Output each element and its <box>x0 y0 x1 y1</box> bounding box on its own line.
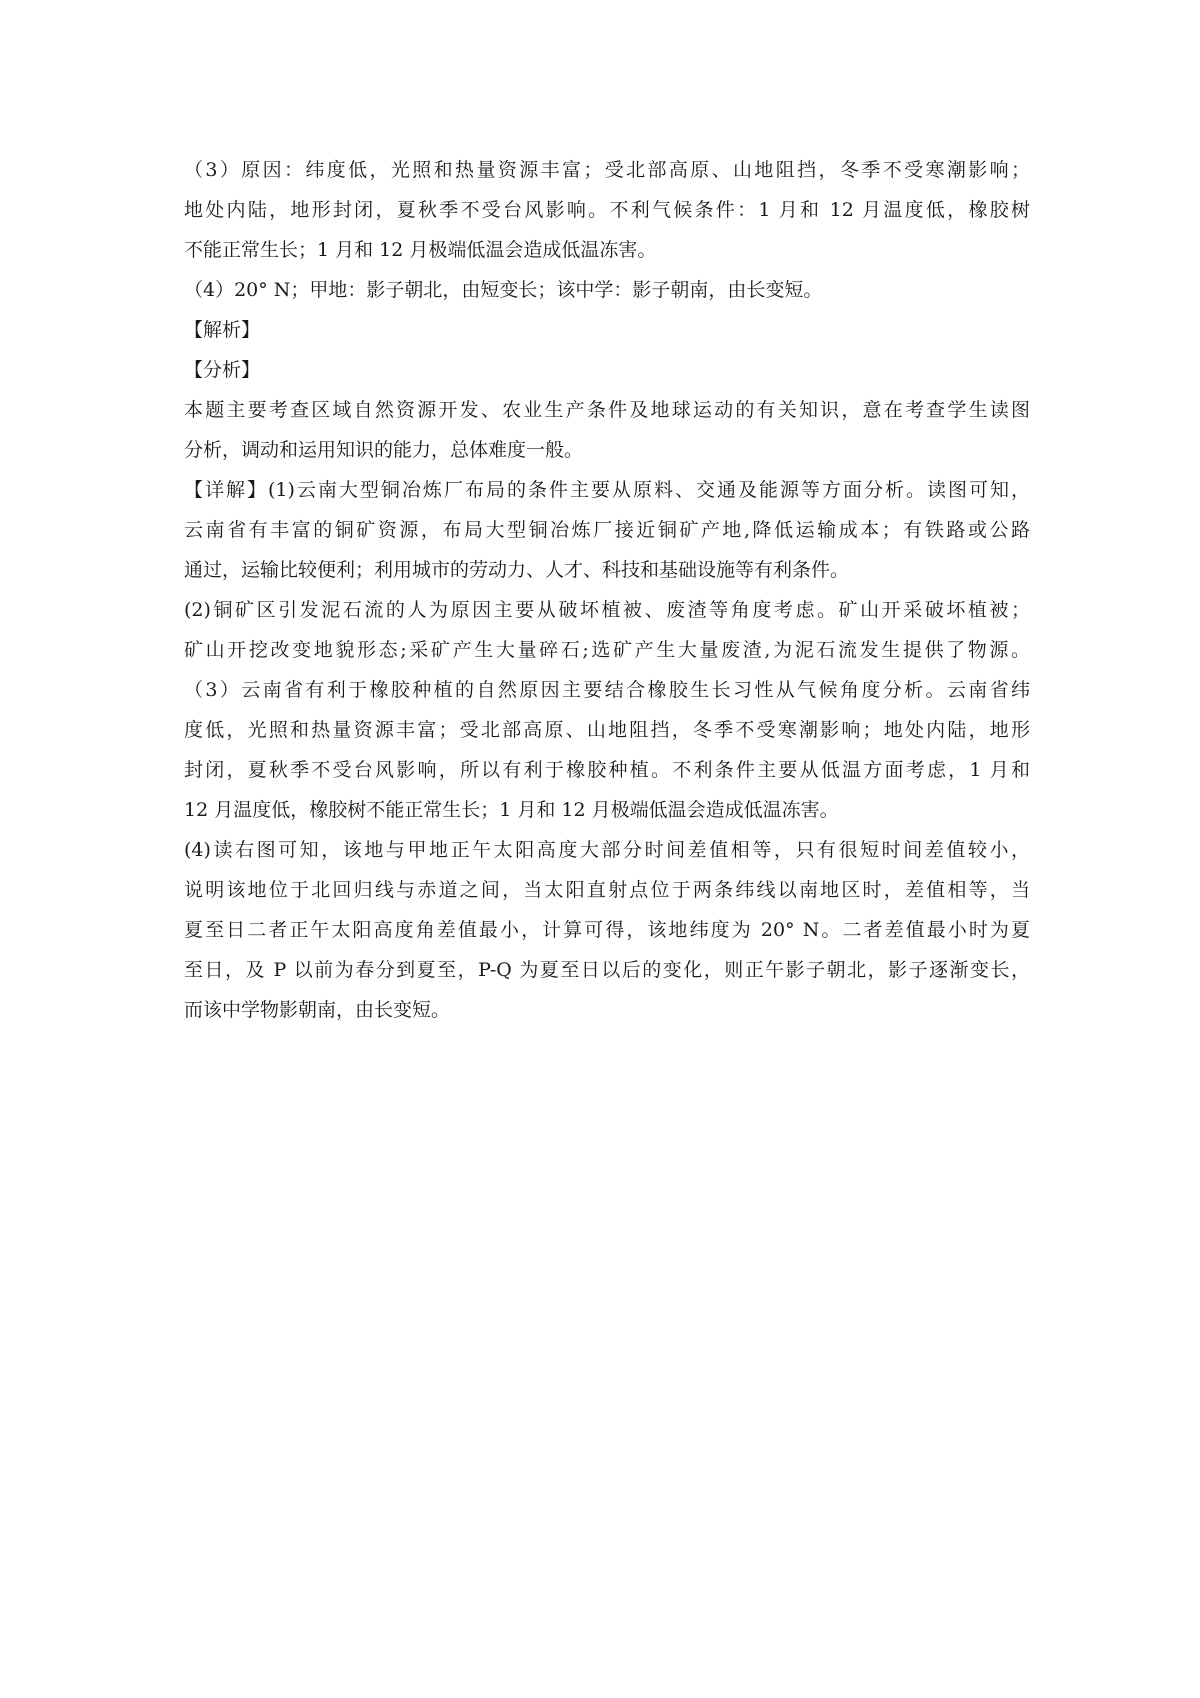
answer-part3-line-1: （3）原因：纬度低，光照和热量资源丰富；受北部高原、山地阻挡，冬季不受寒潮影响； <box>184 159 1030 181</box>
detail-part4-line-4: 至日，及 P 以前为春分到夏至，P-Q 为夏至日以后的变化，则正午影子朝北，影子逐渐变长， <box>184 959 1030 981</box>
detail-part3-line-3: 封闭，夏秋季不受台风影响，所以有利于橡胶种植。不利条件主要从低温方面考虑，1 月和 <box>184 759 1030 781</box>
summary-line-2: 分析，调动和运用知识的能力，总体难度一般。 <box>184 439 584 461</box>
detail-part4-line-1: (4)读右图可知，该地与甲地正午太阳高度大部分时间差值相等，只有很短时间差值较小， <box>184 839 1030 861</box>
detail-part1-line-3: 通过，运输比较便利；利用城市的劳动力、人才、科技和基础设施等有利条件。 <box>184 559 850 581</box>
document-body <box>184 150 1030 1030</box>
detail-part1-line-1: 【详解】(1)云南大型铜冶炼厂布局的条件主要从原料、交通及能源等方面分析。读图可知， <box>184 479 1030 501</box>
detail-part4-line-5: 而该中学物影朝南，由长变短。 <box>184 999 451 1021</box>
answer-part3-line-2: 地处内陆，地形封闭，夏秋季不受台风影响。不利气候条件：1 月和 12 月温度低，橡胶树 <box>184 199 1030 221</box>
answer-part3-line-3: 不能正常生长；1 月和 12 月极端低温会造成低温冻害。 <box>184 239 657 261</box>
detail-part4-line-2: 说明该地位于北回归线与赤道之间，当太阳直射点位于两条纬线以南地区时，差值相等，当 <box>184 879 1030 901</box>
summary-line-1: 本题主要考查区域自然资源开发、农业生产条件及地球运动的有关知识，意在考查学生读图 <box>184 399 1030 421</box>
jiexi-heading: 【解析】 <box>184 319 261 341</box>
detail-part2-line-1: (2)铜矿区引发泥石流的人为原因主要从破坏植被、废渣等角度考虑。矿山开采破坏植被； <box>184 599 1030 621</box>
detail-part3-line-4: 12 月温度低，橡胶树不能正常生长；1 月和 12 月极端低温会造成低温冻害。 <box>184 799 839 821</box>
detail-part4-line-3: 夏至日二者正午太阳高度角差值最小，计算可得，该地纬度为 20° N。二者差值最小时为夏 <box>184 919 1030 941</box>
answer-part4-line: （4）20° N；甲地：影子朝北，由短变长；该中学：影子朝南，由长变短。 <box>184 279 823 301</box>
detail-part1-line-2: 云南省有丰富的铜矿资源，布局大型铜冶炼厂接近铜矿产地,降低运输成本；有铁路或公路 <box>184 519 1030 541</box>
fenxi-heading: 【分析】 <box>184 359 261 381</box>
detail-part3-line-2: 度低，光照和热量资源丰富；受北部高原、山地阻挡，冬季不受寒潮影响；地处内陆，地形 <box>184 719 1030 741</box>
detail-part2-line-2: 矿山开挖改变地貌形态;采矿产生大量碎石;选矿产生大量废渣,为泥石流发生提供了物源。 <box>184 639 1030 661</box>
detail-part3-line-1: （3）云南省有利于橡胶种植的自然原因主要结合橡胶生长习性从气候角度分析。云南省纬 <box>184 679 1030 701</box>
